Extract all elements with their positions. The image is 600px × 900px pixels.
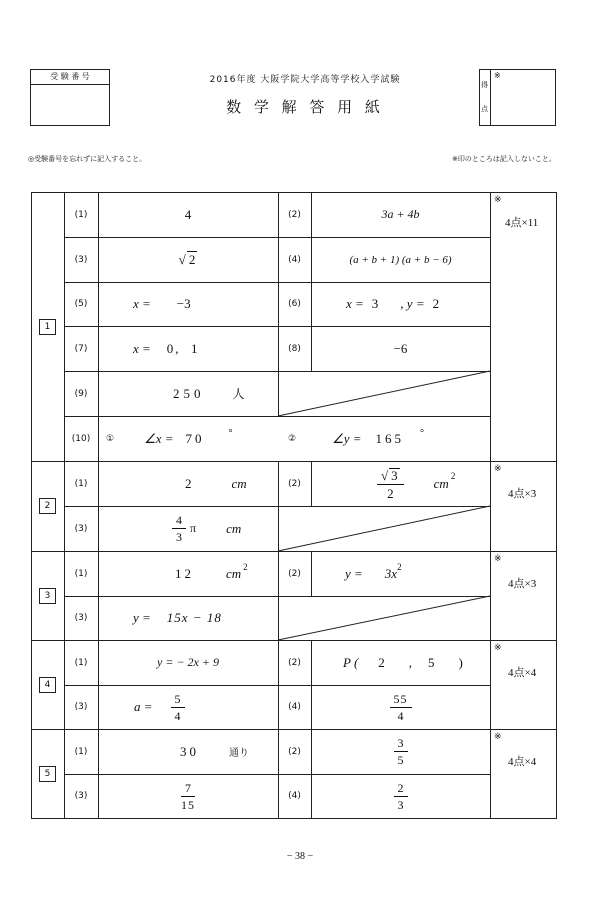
sheet-title: 数 学 解 答 用 紙	[226, 98, 384, 116]
question-label: (5)	[74, 299, 88, 309]
col-divider	[278, 371, 279, 416]
note-right: ※印のところは記入しないこと。	[452, 155, 556, 163]
answer-unit: cm	[226, 565, 242, 581]
score-label-bottom: 点	[481, 105, 488, 113]
denominator: 5	[397, 753, 404, 767]
sqrt-symbol: √	[381, 467, 389, 483]
answer-unit: °	[228, 428, 233, 439]
col-divider	[490, 192, 491, 819]
pi-symbol: π	[190, 521, 197, 535]
denominator: 3	[397, 797, 404, 812]
unit-exponent: 2	[243, 562, 248, 572]
question-label: (1)	[74, 746, 88, 757]
score-mark: ※	[494, 71, 501, 80]
answer-text: −3	[176, 296, 191, 311]
answer-text: 0, 1	[166, 340, 200, 356]
answer-field[interactable]	[311, 729, 490, 774]
col-divider	[278, 506, 279, 551]
fraction	[377, 468, 404, 500]
answer-field[interactable]	[98, 551, 278, 596]
section-number: 4	[39, 677, 56, 693]
question-label: (1)	[74, 478, 88, 489]
answer-text: 3x	[384, 565, 398, 581]
answer-field[interactable]	[311, 192, 490, 237]
answer-prefix-y: , y =	[400, 296, 425, 311]
answer-y: 2	[432, 296, 440, 311]
section-number: 2	[39, 498, 56, 514]
question-label: (10)	[71, 433, 91, 444]
answer-unit: 人	[232, 387, 245, 401]
answer-field[interactable]	[98, 774, 278, 818]
answer-text: 15x − 18	[166, 610, 222, 625]
numerator: 55	[390, 693, 412, 708]
answer-text: 4	[184, 206, 192, 222]
numerator: 3	[394, 737, 408, 752]
question-label: (4)	[288, 791, 301, 801]
exam-number-label: 受 験 番 号	[31, 70, 109, 85]
answer-text: −6	[393, 340, 408, 356]
section-score: 4点×3	[508, 488, 537, 500]
score-mark: ※	[494, 732, 502, 742]
answer-field[interactable]	[98, 192, 278, 237]
answer-text: 250	[173, 385, 205, 401]
section-number: 1	[39, 319, 56, 335]
answer-unit: 通り	[229, 748, 249, 759]
score-mark: ※	[494, 464, 502, 474]
answer-text: 3a + 4b	[381, 207, 420, 221]
answer-prefix: y =	[133, 610, 151, 625]
answer-field[interactable]	[311, 282, 490, 326]
fraction	[390, 693, 412, 722]
question-label: (2)	[288, 746, 301, 757]
answer-field[interactable]	[98, 326, 278, 371]
denominator: 4	[174, 708, 181, 723]
answer-text: 30	[180, 743, 199, 759]
page-number: − 38 −	[286, 851, 314, 862]
answer-text: 2	[185, 475, 192, 491]
answer-field[interactable]	[278, 416, 490, 461]
score-label-column	[480, 70, 491, 125]
question-label: (9)	[74, 388, 88, 399]
note-left: ◎受験番号を忘れずに記入すること。	[28, 155, 147, 163]
denominator: 2	[387, 485, 394, 501]
question-label: (2)	[288, 209, 301, 220]
answer-unit: °	[420, 428, 425, 439]
numerator: 4	[172, 514, 186, 529]
fraction	[181, 782, 195, 811]
answer-prefix: a =	[134, 699, 153, 714]
answer-prefix: ∠y =	[332, 430, 362, 446]
answer-exponent: 2	[397, 562, 402, 572]
numerator: 5	[171, 693, 185, 708]
question-label: (1)	[74, 568, 88, 579]
section-score: 4点×11	[505, 217, 539, 229]
numerator-radicand: 3	[391, 467, 398, 483]
answer-prefix: x =	[133, 340, 151, 356]
answer-field[interactable]	[311, 237, 490, 282]
section-score: 4点×3	[508, 578, 537, 590]
answer-field[interactable]	[311, 640, 490, 685]
question-label: (2)	[288, 657, 301, 668]
answer-unit: cm	[226, 520, 242, 536]
question-label: (4)	[288, 702, 301, 712]
sqrt-symbol: √	[178, 251, 186, 267]
answer-field[interactable]	[311, 461, 490, 506]
answer-prefix: ∠x =	[144, 430, 174, 446]
answer-y: 5	[428, 654, 435, 670]
section-score: 4点×4	[508, 756, 537, 768]
sub-mark: ①	[106, 433, 115, 444]
section-score: 4点×4	[508, 667, 537, 679]
answer-field[interactable]	[98, 282, 278, 326]
answer-text: 70	[185, 430, 205, 446]
score-mark: ※	[494, 195, 502, 205]
numerator: 7	[181, 782, 195, 797]
answer-x: 2	[378, 654, 385, 670]
question-label: (8)	[288, 343, 301, 354]
exam-year-title: 2016年度 大阪学院大学高等学校入学試験	[209, 75, 401, 85]
fraction	[171, 693, 185, 722]
question-label: (2)	[288, 568, 301, 579]
answer-unit: cm	[433, 475, 449, 491]
exam-number-field[interactable]	[31, 85, 109, 126]
answer-field[interactable]	[98, 506, 278, 551]
question-label: (3)	[74, 523, 88, 534]
denominator: 15	[181, 797, 195, 812]
answer-field[interactable]	[311, 774, 490, 818]
answer-field[interactable]	[311, 551, 490, 596]
answer-text: (a + b + 1) (a + b − 6)	[349, 253, 452, 266]
answer-field[interactable]	[98, 461, 278, 506]
score-label-top: 得	[481, 81, 488, 89]
question-label: (3)	[74, 791, 88, 801]
answer-field[interactable]	[98, 596, 278, 640]
col-divider	[278, 596, 279, 640]
question-label: (3)	[74, 702, 88, 712]
unit-exponent: 2	[450, 471, 456, 481]
answer-radicand: 2	[188, 252, 196, 267]
answer-text: 12	[175, 565, 194, 581]
answer-field[interactable]	[311, 326, 490, 371]
score-mark: ※	[494, 554, 502, 564]
answer-field[interactable]	[98, 640, 278, 685]
numerator: 2	[394, 782, 408, 797]
answer-field[interactable]	[311, 685, 490, 729]
question-label: (3)	[74, 613, 88, 623]
answer-unit: cm	[231, 475, 247, 491]
answer-suffix: )	[458, 654, 463, 670]
question-label: (1)	[74, 657, 88, 668]
score-box	[479, 69, 556, 126]
fraction	[394, 737, 408, 766]
answer-field[interactable]	[98, 237, 278, 282]
question-label: (7)	[74, 343, 88, 354]
denominator: 4	[397, 708, 404, 723]
fraction	[394, 782, 408, 811]
answer-text: 165	[375, 430, 405, 446]
answer-text: y = − 2x + 9	[157, 655, 219, 669]
answer-prefix: P (	[343, 654, 359, 670]
answer-field[interactable]	[98, 416, 278, 461]
section-number: 5	[39, 766, 56, 782]
answer-prefix: x =	[133, 296, 151, 311]
question-label: (1)	[74, 209, 88, 220]
denominator: 3	[176, 530, 182, 544]
answer-prefix: y =	[345, 565, 363, 581]
question-label: (4)	[288, 254, 301, 265]
sub-mark: ②	[288, 433, 297, 444]
question-label: (2)	[288, 478, 301, 489]
answer-x: 3	[371, 296, 379, 311]
answer-field[interactable]	[98, 371, 278, 416]
score-mark: ※	[494, 643, 502, 653]
section-number: 3	[39, 588, 56, 604]
question-label: (6)	[288, 299, 301, 309]
answer-field[interactable]	[98, 729, 278, 774]
fraction	[172, 514, 186, 543]
answer-prefix-x: x =	[346, 296, 364, 311]
exam-number-box	[30, 69, 110, 126]
answer-sep: ,	[408, 654, 413, 670]
question-label: (3)	[74, 254, 88, 265]
answer-field[interactable]	[98, 685, 278, 729]
